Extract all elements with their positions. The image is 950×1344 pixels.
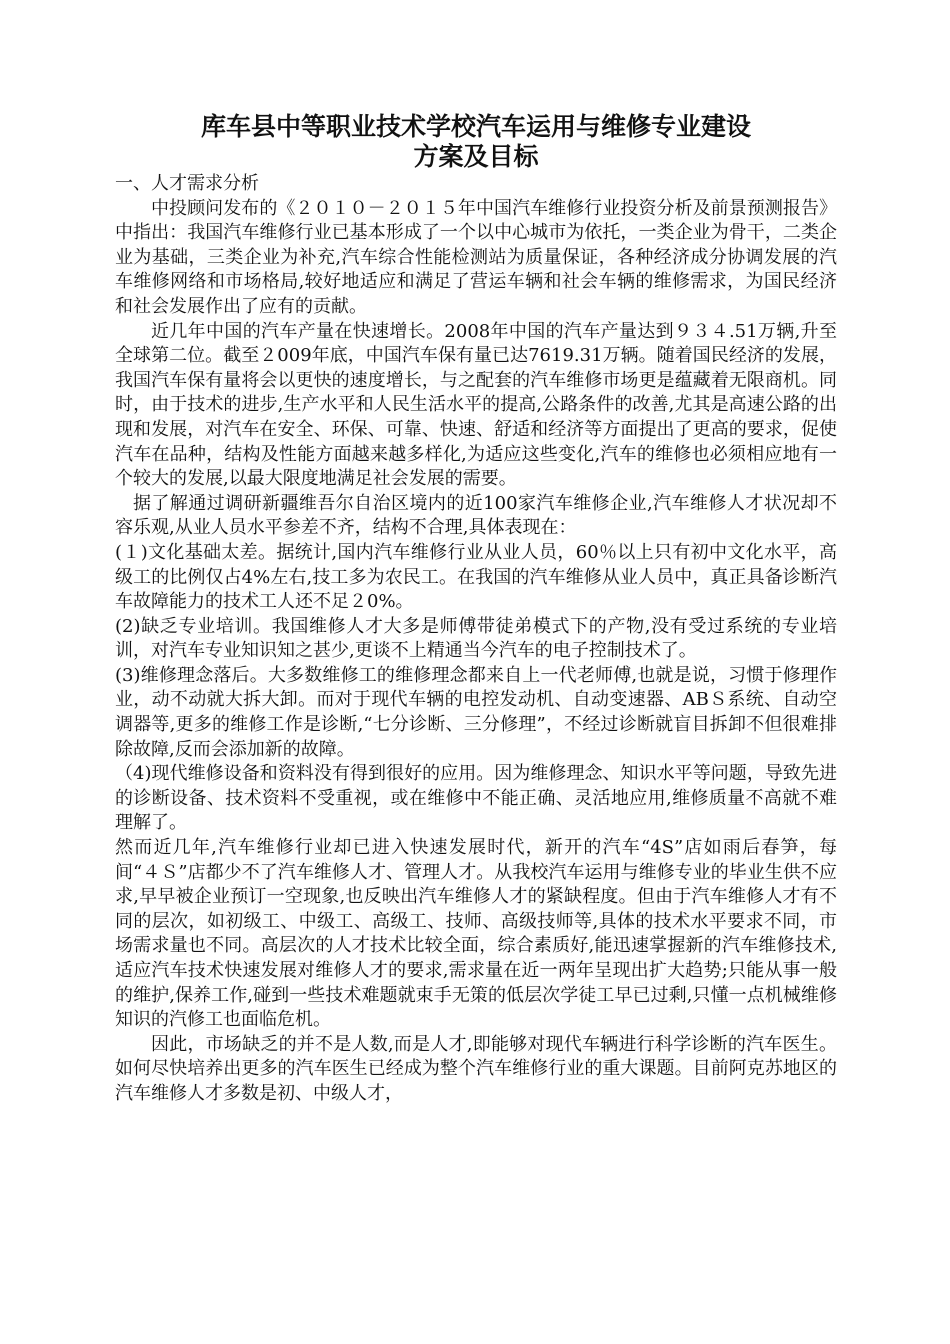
paragraph-item-1: (１)文化基础太差。据统计,国内汽车维修行业从业人员，60％以上只有初中文化水平，高级工的比例仅占4%左右,技工多为农民工。在我国的汽车维修从业人员中，真正具备诊断汽车故障能力的技术工人还不足２0%。 (115, 541, 837, 613)
document-page (115, 112, 837, 1107)
paragraph-item-2: (2)缺乏专业培训。我国维修人才大多是师傅带徒弟模式下的产物,没有受过系统的专业培训，对汽车专业知识知之甚少,更谈不上精通当今汽车的电子控制技术了。 (115, 615, 837, 662)
title-line-2: 方案及目标 (413, 142, 539, 171)
paragraph-survey: 据了解通过调研新疆维吾尔自治区境内的近100家汽车维修企业,汽车维修人才状况却不容乐观,从业人员水平参差不齐，结构不合理,具体表现在： (115, 492, 837, 539)
document-title (115, 112, 837, 172)
paragraph-conclusion: 因此，市场缺乏的并不是人数,而是人才,即能够对现代车辆进行科学诊断的汽车医生。如何尽快培养出更多的汽车医生已经成为整个汽车维修行业的重大课题。目前阿克苏地区的汽车维修人才多数是初、中级人才， (115, 1033, 837, 1104)
paragraph-industry-development: 然而近几年,汽车维修行业却已进入快速发展时代，新开的汽车“4S”店如雨后春笋，每间“４Ｓ”店都少不了汽车维修人才、管理人才。从我校汽车运用与维修专业的毕业生供不应求,早早被企业预订一空现象,也反映出汽车维修人才的紧缺程度。但由于汽车维修人才有不同的层次，如初级工、中级工、高级工、技师、高级技师等,具体的技术水平要求不同，市场需求量也不同。高层次的人才技术比较全面，综合素质好,能迅速掌握新的汽车维修技术,适应汽车技术快速发展对维修人才的要求,需求量在近一两年呈现出扩大趋势;只能从事一般的维护,保养工作,碰到一些技术难题就束手无策的低层次学徒工早已过剩,只懂一点机械维修知识的汽修工也面临危机。 (115, 837, 837, 1031)
paragraph-production-growth: 近几年中国的汽车产量在快速增长。2008年中国的汽车产量达到９３４.51万辆,升至全球第二位。截至２009年底，中国汽车保有量已达7619.31万辆。随着国民经济的发展，我国汽车保有量将会以更快的速度增长，与之配套的汽车维修市场更是蕴藏着无限商机。同时，由于技术的进步,生产水平和人民生活水平的提高,公路条件的改善,尤其是高速公路的出现和发展，对汽车在安全、环保、可靠、快速、舒适和经济等方面提出了更高的要求，促使汽车在品种，结构及性能方面越来越多样化,为适应这些变化,汽车的维修也必须相应地有一个较大的发展,以最大限度地满足社会发展的需要。 (115, 320, 837, 490)
paragraph-item-4: （4)现代维修设备和资料没有得到很好的应用。因为维修理念、知识水平等问题，导致先进的诊断设备、技术资料不受重视，或在维修中不能正确、灵活地应用,维修质量不高就不难理解了。 (115, 763, 837, 834)
paragraph-report-summary: 中投顾问发布的《２０１０－２０１５年中国汽车维修行业投资分析及前景预测报告》中指出：我国汽车维修行业已基本形成了一个以中心城市为依托，一类企业为骨干，二类企业为基础，三类企业为补充,汽车综合性能检测站为质量保证，各种经济成分协调发展的汽车维修网络和市场格局,较好地适应和满足了营运车辆和社会车辆的维修需求，为国民经济和社会发展作出了应有的贡献。 (115, 197, 837, 317)
section-heading: 一、人才需求分析 (115, 173, 259, 194)
document-body (115, 172, 837, 1107)
title-line-1: 库车县中等职业技术学校汽车运用与维修专业建设 (200, 112, 751, 141)
paragraph-item-3: (3)维修理念落后。大多数维修工的维修理念都来自上一代老师傅,也就是说，习惯于修理作业，动不动就大拆大卸。而对于现代车辆的电控发动机、自动变速器、ABＳ系统、自动空调器等,更多的维修工作是诊断,“七分诊断、三分修理”，不经过诊断就盲目拆卸不但很难排除故障,反而会添加新的故障。 (115, 664, 837, 760)
